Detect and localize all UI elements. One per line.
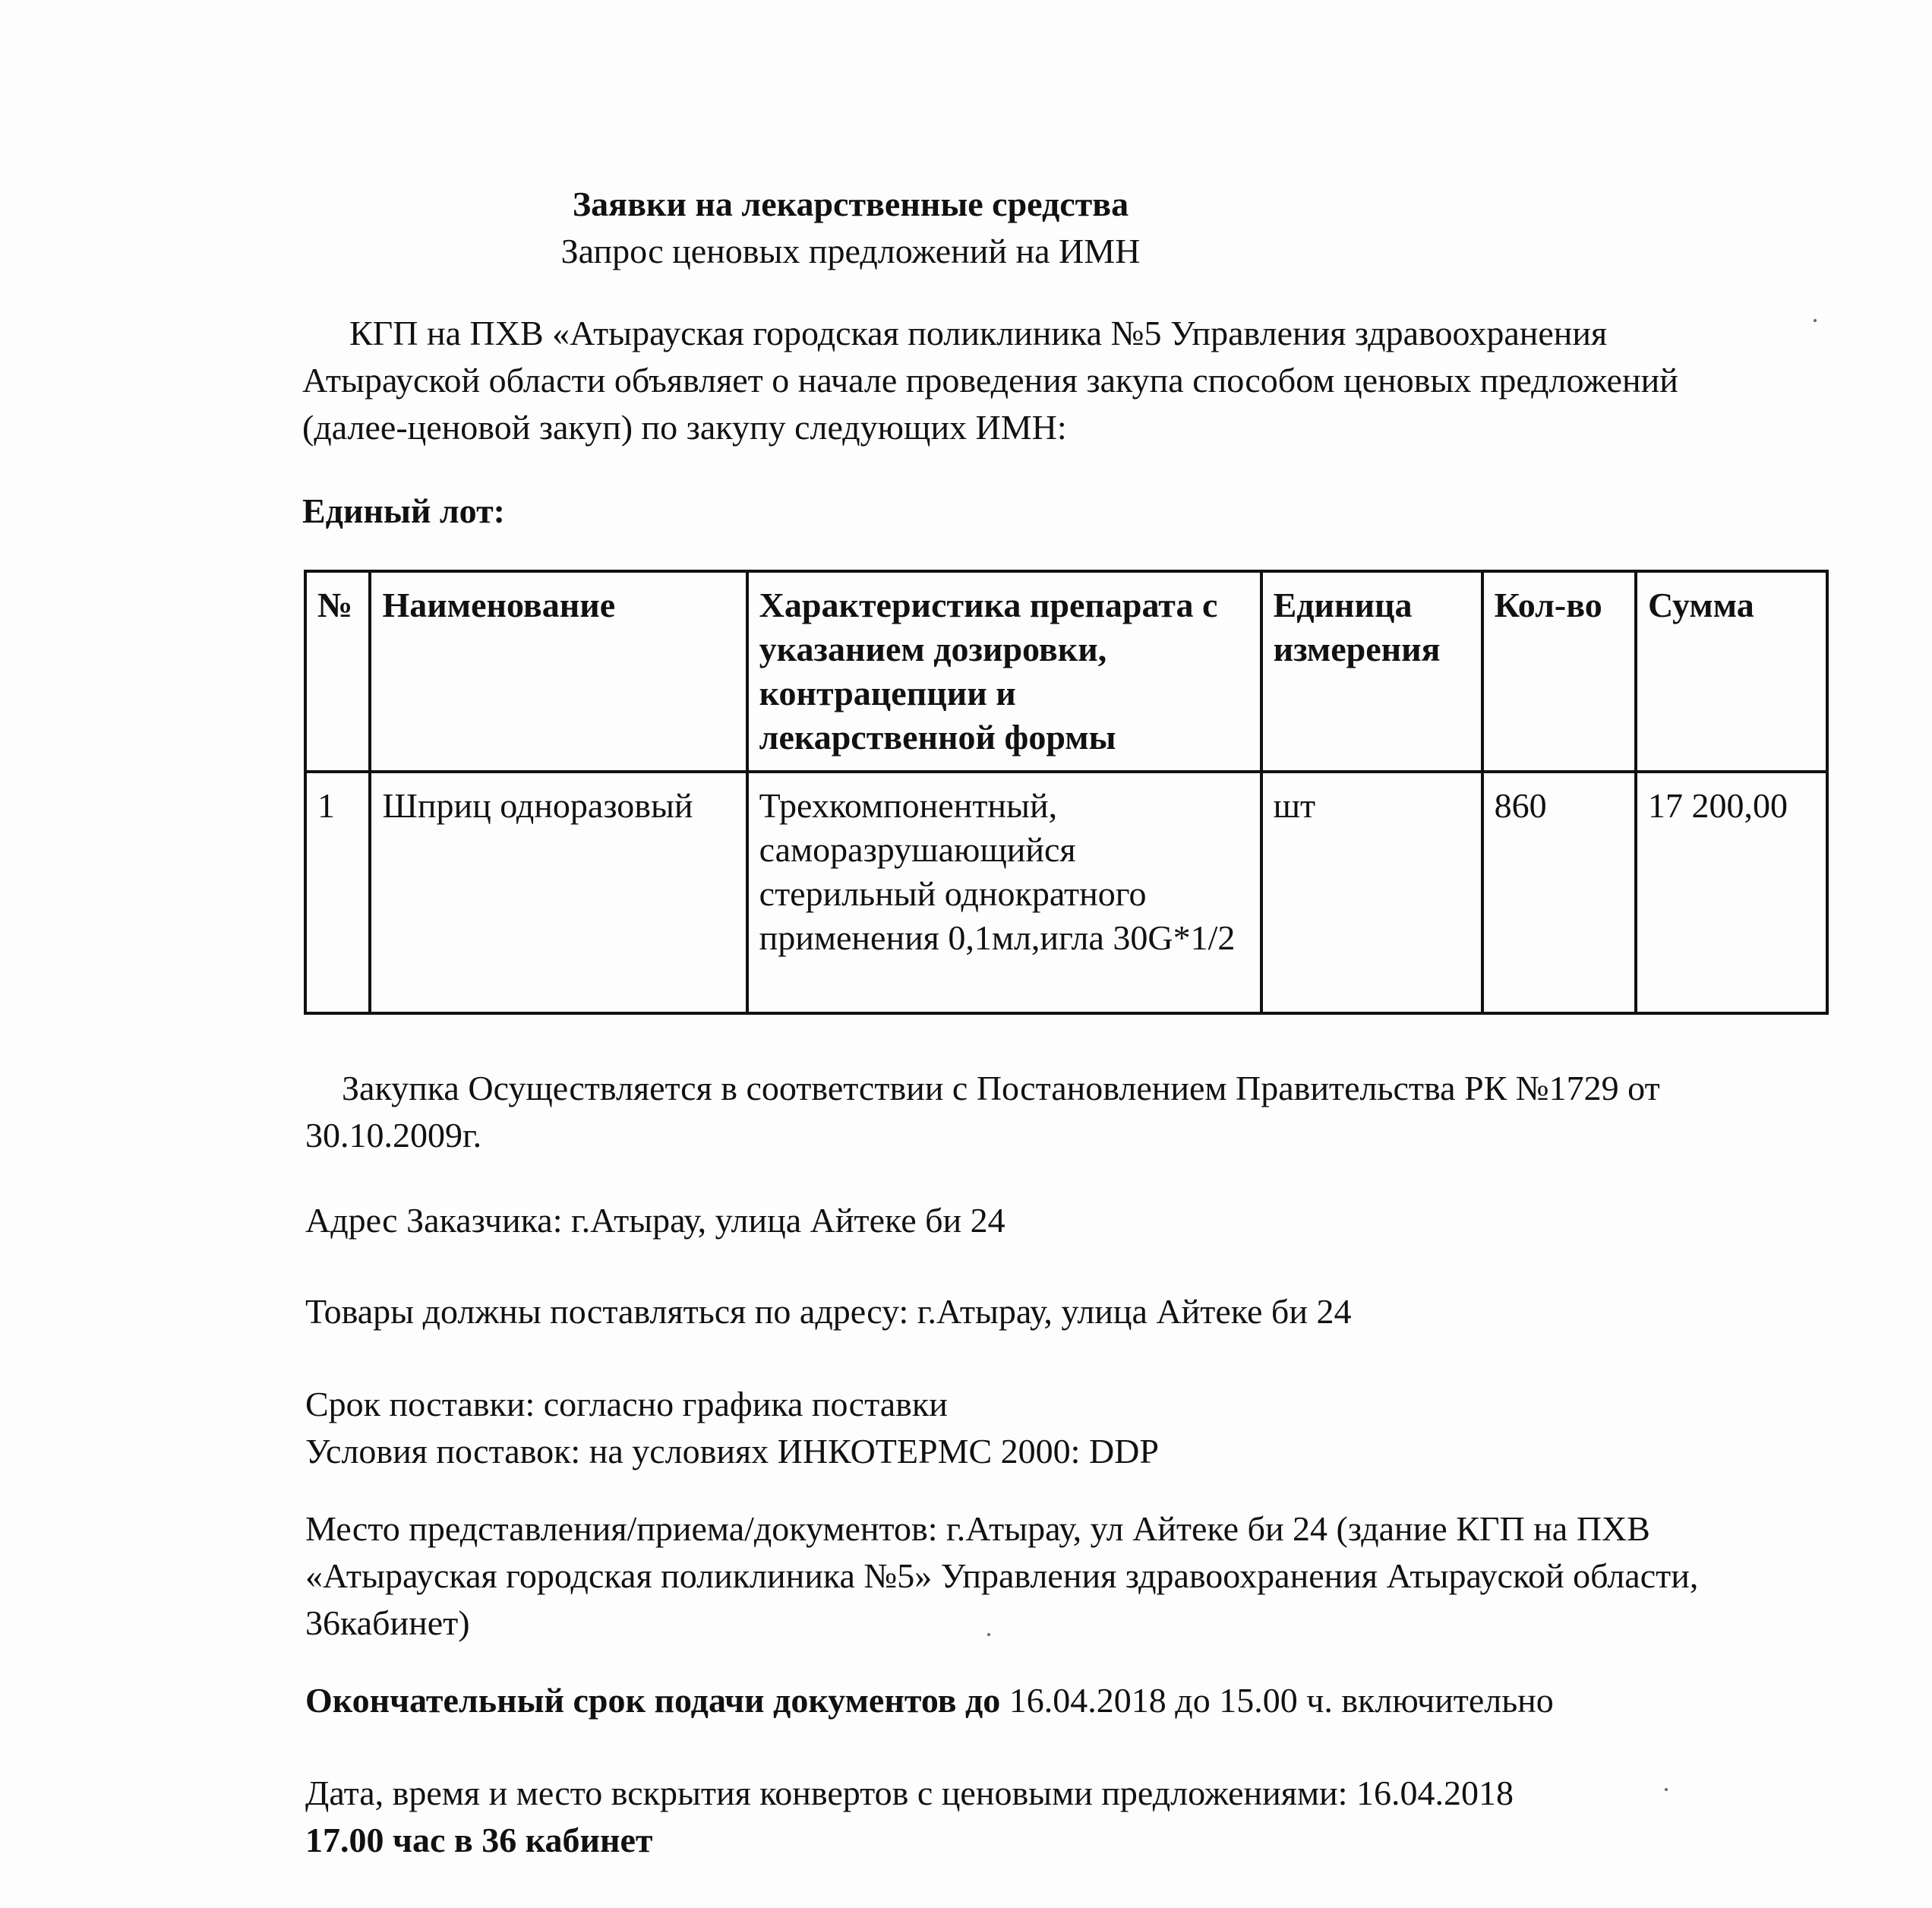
delivery-term-text: Срок поставки: согласно графика поставки <box>305 1385 948 1423</box>
document-subtitle: Запрос ценовых предложений на ИМН <box>560 232 1141 270</box>
cell-sum: 17 200,00 <box>1636 772 1827 1013</box>
cell-name: Шприц одноразовый <box>370 772 747 1013</box>
scan-speck <box>1814 319 1817 322</box>
lot-label: Единый лот: <box>302 491 505 530</box>
opening-time: 17.00 час в 36 кабинет <box>305 1821 653 1859</box>
scan-speck <box>987 1633 990 1636</box>
deadline <box>305 1677 1794 1724</box>
procurement-basis <box>305 1065 1794 1159</box>
submission-place <box>305 1505 1794 1647</box>
header-sum: Сумма <box>1636 571 1827 772</box>
procurement-basis-text: Закупка Осуществляется в соответствии с Постановлением Правительства РК №1729 от 30.10.2009г. <box>305 1069 1660 1155</box>
document-header <box>0 181 1701 275</box>
header-number: № <box>305 571 370 772</box>
delivery-address-text: Товары должны поставляться по адресу: г.Атырау, улица Айтеке би 24 <box>305 1292 1352 1331</box>
header-quantity: Кол-во <box>1482 571 1636 772</box>
customer-address <box>305 1197 1794 1244</box>
customer-address-text: Адрес Заказчика: г.Атырау, улица Айтеке би 24 <box>305 1201 1005 1240</box>
intro-text: КГП на ПХВ «Атырауская городская поликлиника №5 Управления здравоохранения Атырауской области объявляет о начале проведения закупа способом ценовых предложений (далее-ценовой закуп) по закупу следующих ИМН: <box>302 314 1678 447</box>
delivery-conditions-text: Условия поставок: на условиях ИНКОТЕРМС 2000: DDP <box>305 1432 1159 1470</box>
deadline-value: 16.04.2018 до 15.00 ч. включительно <box>1000 1681 1554 1720</box>
intro-paragraph <box>302 310 1768 451</box>
document-title: Заявки на лекарственные средства <box>572 185 1129 223</box>
submission-place-text: Место представления/приема/документов: г.Атырау, ул Айтеке би 24 (здание КГП на ПХВ «Атырауская городская поликлиника №5» Управления здравоохранения Атырауской области, 36кабинет) <box>305 1509 1699 1642</box>
delivery-terms <box>305 1381 1794 1475</box>
header-description: Характеристика препарата с указанием дозировки, контрацепции и лекарственной формы <box>747 571 1261 772</box>
header-unit: Единица измерения <box>1261 571 1482 772</box>
cell-description: Трехкомпонентный, саморазрушающийся стерильный однократного применения 0,1мл,игла 30G*1/2 <box>747 772 1261 1013</box>
header-name: Наименование <box>370 571 747 772</box>
lot-table <box>304 570 1829 1015</box>
table-row <box>305 772 1827 1013</box>
cell-unit: шт <box>1261 772 1482 1013</box>
deadline-label: Окончательный срок подачи документов до <box>305 1681 1001 1720</box>
opening-info <box>305 1770 1794 1864</box>
delivery-address <box>305 1288 1794 1335</box>
cell-number: 1 <box>305 772 370 1013</box>
opening-text: Дата, время и место вскрытия конвертов с ценовыми предложениями: 16.04.2018 <box>305 1774 1514 1812</box>
scan-speck <box>1665 1788 1668 1791</box>
cell-quantity: 860 <box>1482 772 1636 1013</box>
table-header-row <box>305 571 1827 772</box>
